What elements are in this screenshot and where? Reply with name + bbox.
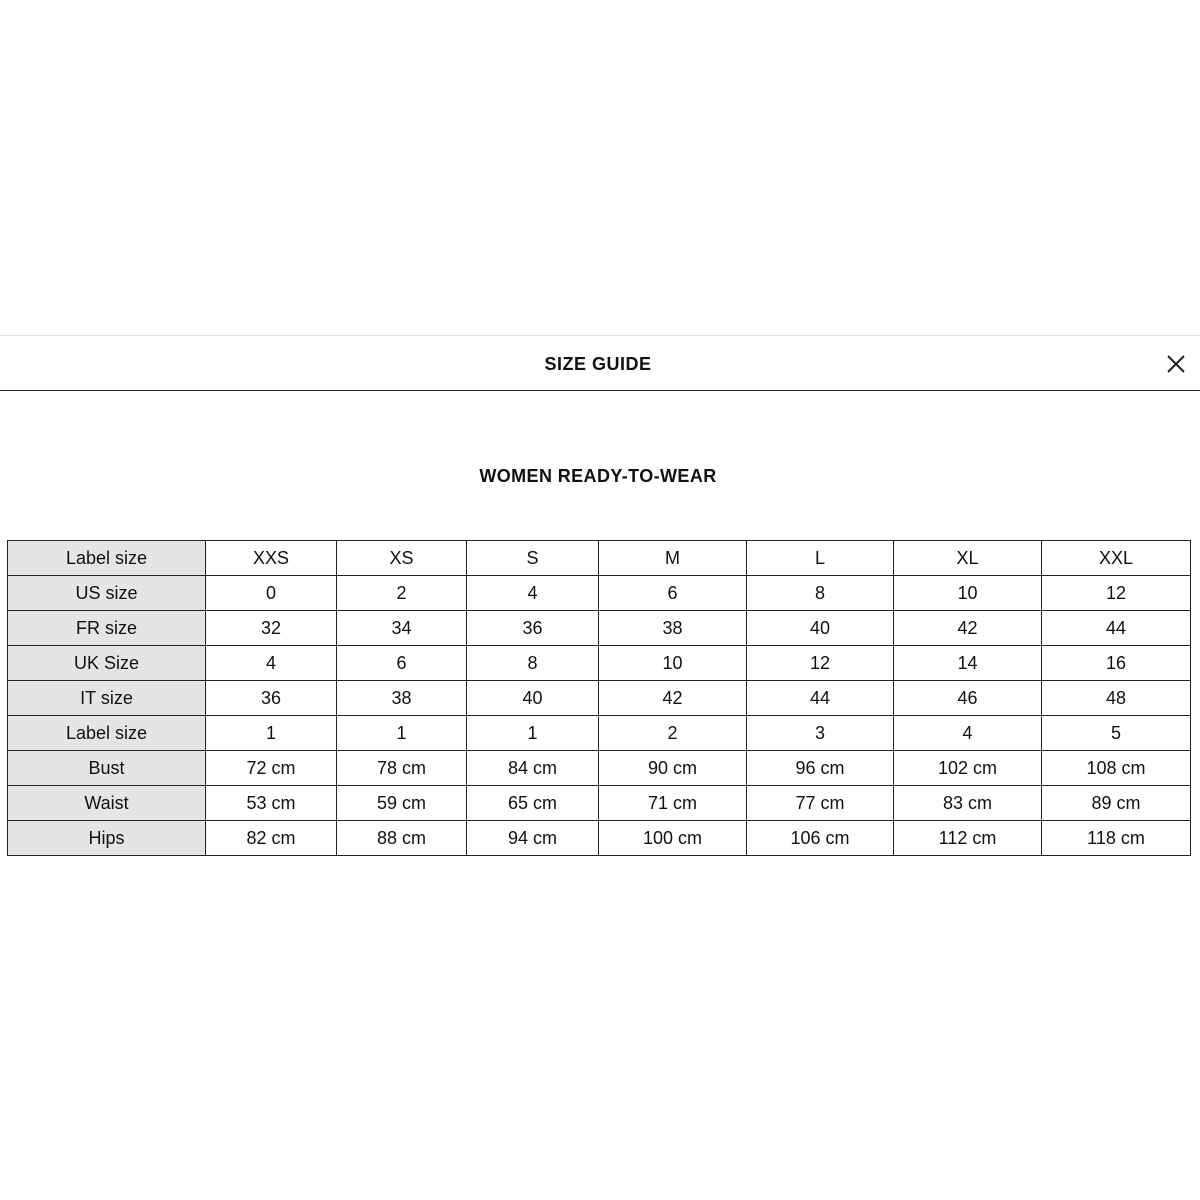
table-cell: S [467, 541, 599, 576]
table-cell: 3 [747, 716, 894, 751]
row-header: US size [8, 576, 206, 611]
table-cell: 59 cm [337, 786, 467, 821]
table-cell: L [747, 541, 894, 576]
table-cell: 102 cm [894, 751, 1042, 786]
table-cell: 38 [599, 611, 747, 646]
row-header: Label size [8, 541, 206, 576]
table-cell: 77 cm [747, 786, 894, 821]
table-cell: 90 cm [599, 751, 747, 786]
table-cell: 72 cm [206, 751, 337, 786]
table-cell: 8 [467, 646, 599, 681]
table-cell: 42 [894, 611, 1042, 646]
table-cell: 88 cm [337, 821, 467, 856]
row-header: Label size [8, 716, 206, 751]
table-cell: 48 [1042, 681, 1191, 716]
size-table [7, 540, 1191, 856]
table-cell: 44 [747, 681, 894, 716]
row-header: Bust [8, 751, 206, 786]
table-cell: 10 [894, 576, 1042, 611]
close-button[interactable] [1163, 351, 1189, 377]
modal-title: SIZE GUIDE [544, 354, 652, 374]
table-cell: 82 cm [206, 821, 337, 856]
table-cell: XS [337, 541, 467, 576]
modal-header [0, 335, 1200, 391]
table-cell: 106 cm [747, 821, 894, 856]
table-cell: 96 cm [747, 751, 894, 786]
table-cell: 38 [337, 681, 467, 716]
table-cell: 5 [1042, 716, 1191, 751]
table-cell: 83 cm [894, 786, 1042, 821]
table-cell: XL [894, 541, 1042, 576]
section-title: WOMEN READY-TO-WEAR [479, 466, 717, 486]
table-cell: 34 [337, 611, 467, 646]
row-header: FR size [8, 611, 206, 646]
table-cell: 78 cm [337, 751, 467, 786]
table-cell: 14 [894, 646, 1042, 681]
table-cell: 12 [1042, 576, 1191, 611]
row-header: UK Size [8, 646, 206, 681]
table-cell: 12 [747, 646, 894, 681]
table-row [8, 786, 1191, 821]
table-cell: 2 [337, 576, 467, 611]
table-cell: 53 cm [206, 786, 337, 821]
table-cell: 36 [467, 611, 599, 646]
table-cell: 40 [747, 611, 894, 646]
table-cell: 1 [206, 716, 337, 751]
table-cell: 6 [599, 576, 747, 611]
row-header: Hips [8, 821, 206, 856]
table-cell: M [599, 541, 747, 576]
table-cell: 71 cm [599, 786, 747, 821]
table-cell: 108 cm [1042, 751, 1191, 786]
table-cell: 4 [206, 646, 337, 681]
table-cell: 36 [206, 681, 337, 716]
table-row [8, 541, 1191, 576]
table-cell: 4 [467, 576, 599, 611]
table-row [8, 716, 1191, 751]
close-icon [1163, 351, 1189, 377]
table-cell: 112 cm [894, 821, 1042, 856]
table-cell: 4 [894, 716, 1042, 751]
row-header: Waist [8, 786, 206, 821]
table-cell: 0 [206, 576, 337, 611]
table-cell: 46 [894, 681, 1042, 716]
table-cell: 32 [206, 611, 337, 646]
table-cell: 16 [1042, 646, 1191, 681]
table-row [8, 681, 1191, 716]
table-cell: 94 cm [467, 821, 599, 856]
table-row [8, 576, 1191, 611]
table-cell: 1 [337, 716, 467, 751]
table-cell: 65 cm [467, 786, 599, 821]
table-cell: 42 [599, 681, 747, 716]
row-header: IT size [8, 681, 206, 716]
table-cell: XXL [1042, 541, 1191, 576]
table-cell: 44 [1042, 611, 1191, 646]
table-cell: 10 [599, 646, 747, 681]
table-row [8, 646, 1191, 681]
table-cell: 1 [467, 716, 599, 751]
table-cell: 40 [467, 681, 599, 716]
table-cell: 84 cm [467, 751, 599, 786]
table-cell: 8 [747, 576, 894, 611]
table-cell: XXS [206, 541, 337, 576]
table-cell: 118 cm [1042, 821, 1191, 856]
table-cell: 100 cm [599, 821, 747, 856]
table-cell: 2 [599, 716, 747, 751]
table-row [8, 611, 1191, 646]
table-row [8, 751, 1191, 786]
table-cell: 89 cm [1042, 786, 1191, 821]
table-row [8, 821, 1191, 856]
table-cell: 6 [337, 646, 467, 681]
